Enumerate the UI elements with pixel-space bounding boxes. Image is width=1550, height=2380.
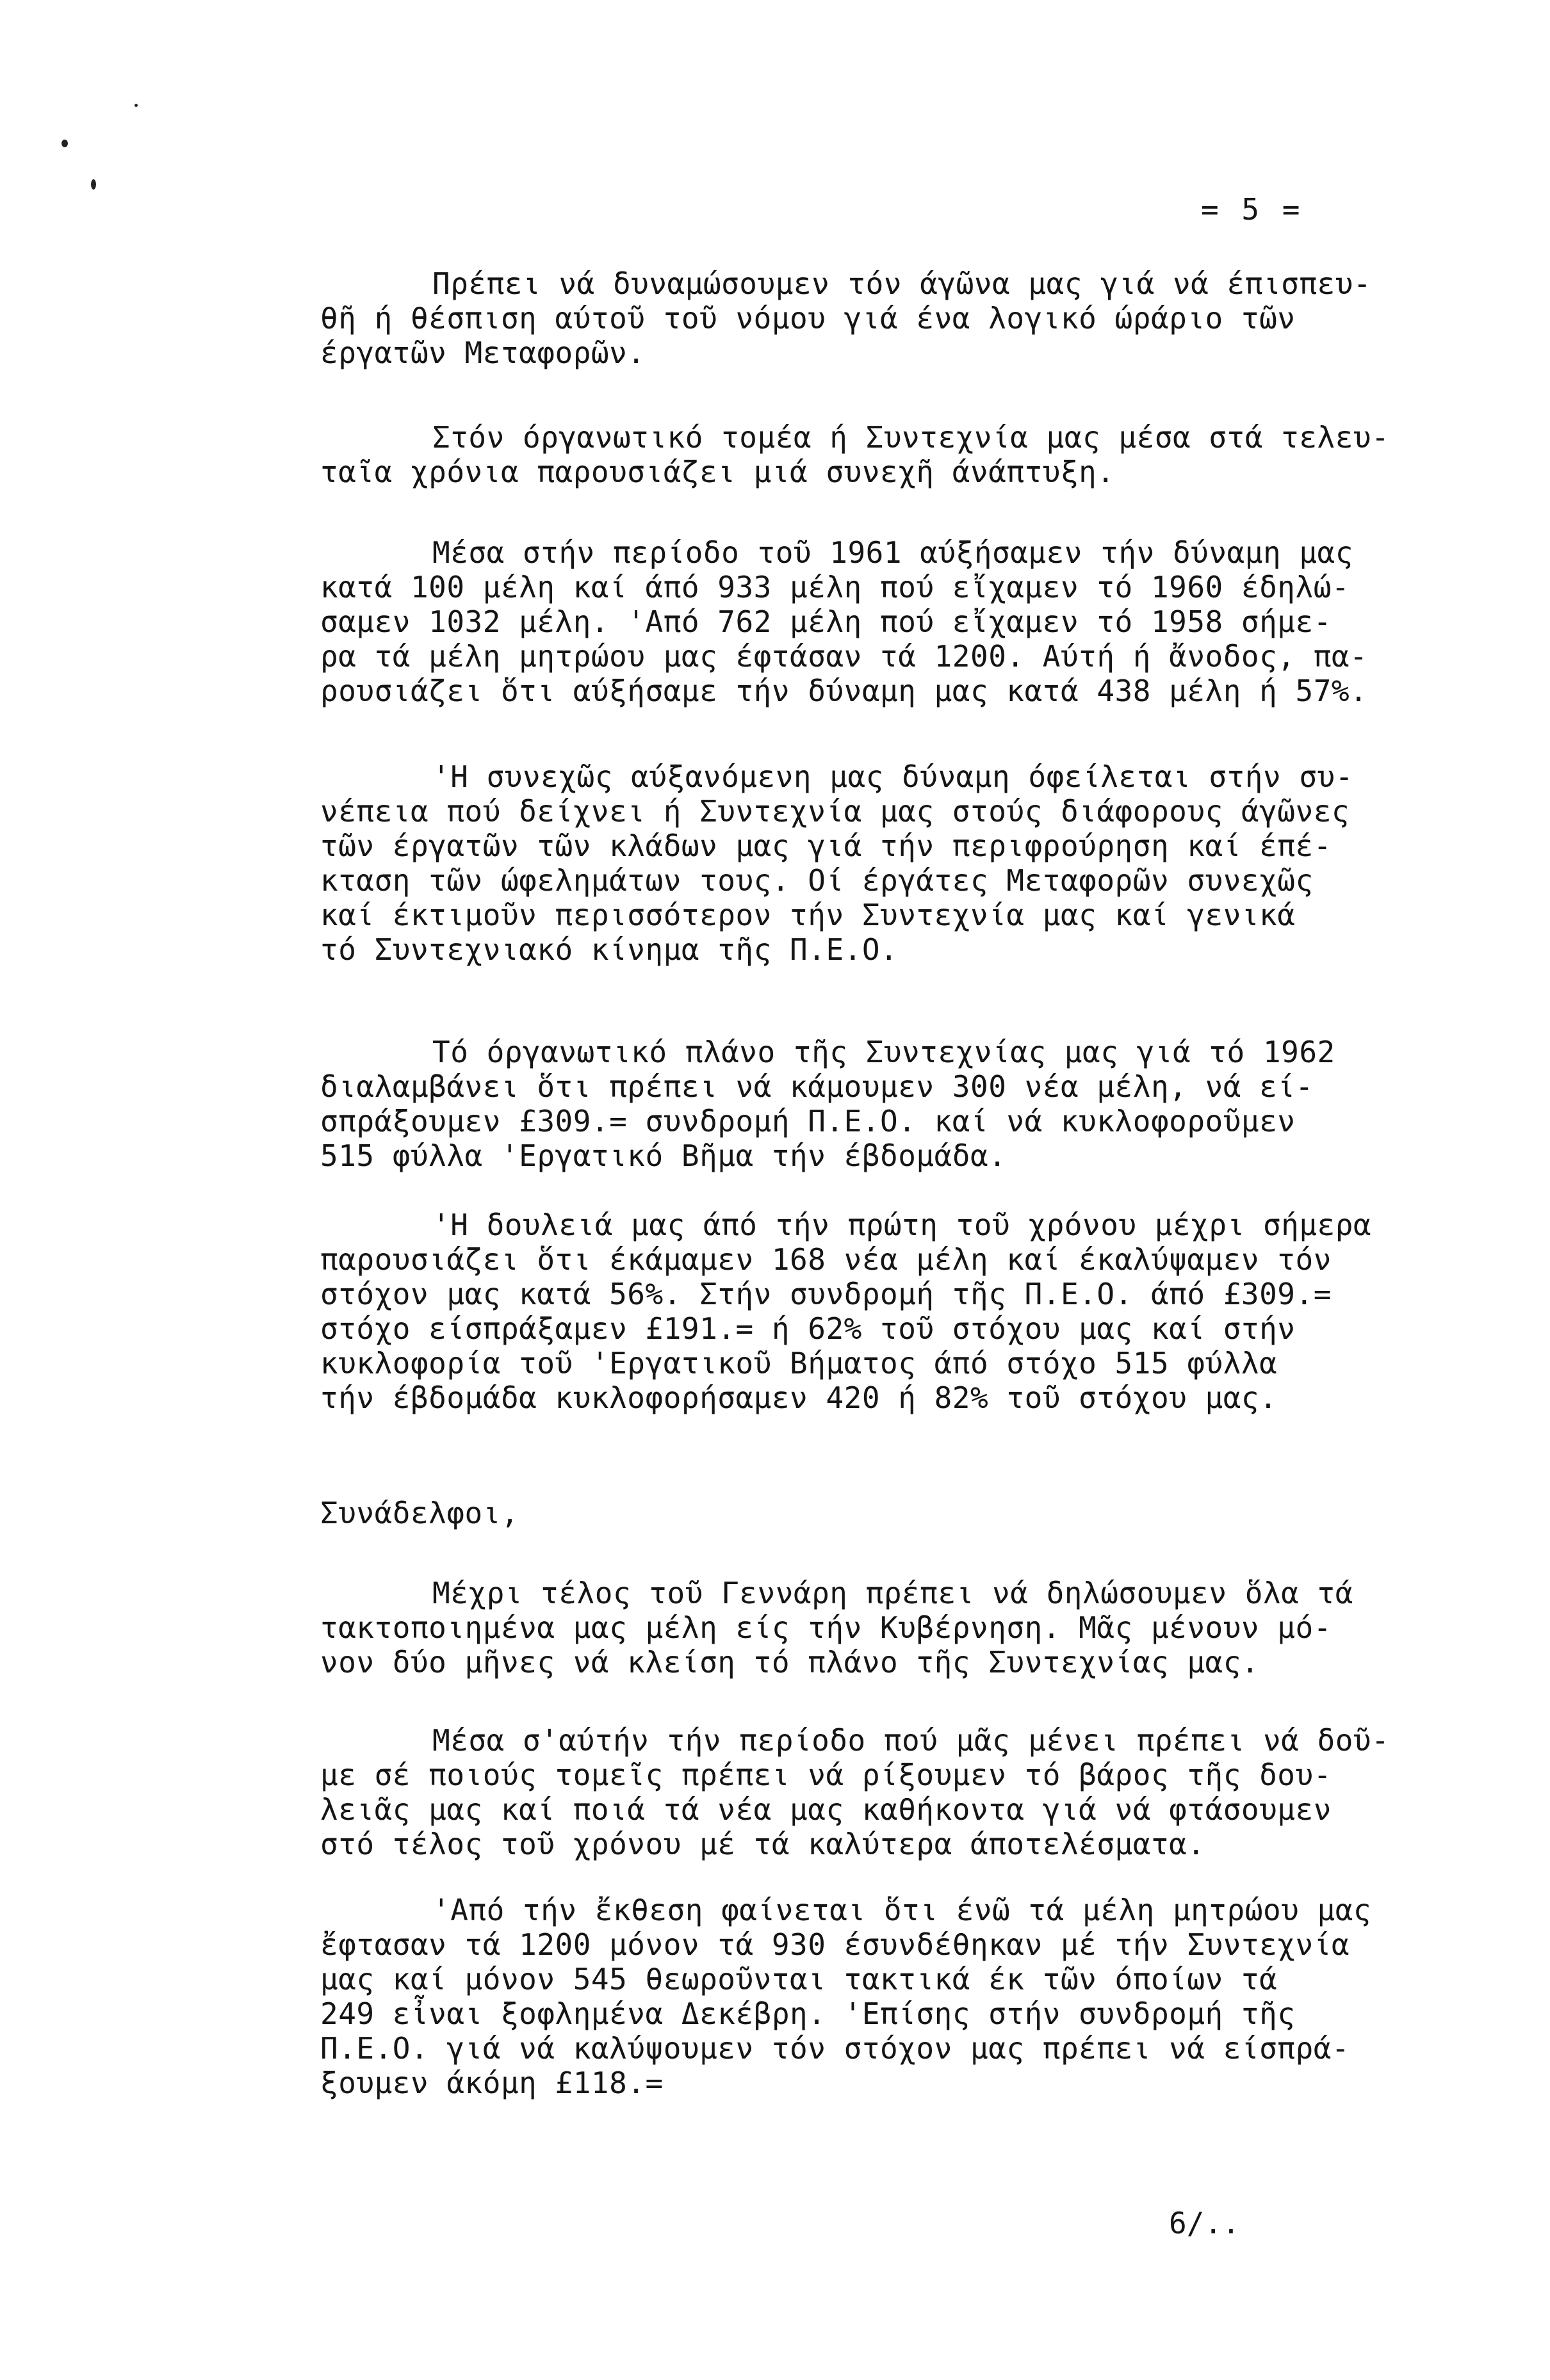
text-line: ξουμεν άκόμη £118.= xyxy=(320,2066,664,2100)
text-line: στό τέλος τοῦ χρόνου μέ τά καλύτερα άποτελέσματα. xyxy=(320,1827,1205,1861)
text-line: καί έκτιμοῦν περισσότερον τήν Συντεχνία μας καί γενικά xyxy=(320,898,1296,932)
text-line: θῆ ή θέσπιση αύτοῦ τοῦ νόμου γιά ένα λογικό ώράριο τῶν xyxy=(320,301,1296,336)
text-line: τῶν έργατῶν τῶν κλάδων μας γιά τήν περιφρούρηση καί έπέ- xyxy=(320,829,1332,863)
text-line: Πρέπει νά δυναμώσουμεν τόν άγῶνα μας γιά νά έπισπευ- xyxy=(432,266,1372,301)
text-line: λειᾶς μας καί ποιά τά νέα μας καθήκοντα γιά νά φτάσουμεν xyxy=(320,1792,1332,1827)
text-line: έργατῶν Μεταφορῶν. xyxy=(320,336,646,370)
text-line: 'Από τήν ἔκθεση φαίνεται ὅτι ένῶ τά μέλη μητρώου μας xyxy=(432,1893,1372,1927)
page-number: = 5 = xyxy=(1201,192,1303,227)
text-line: μας καί μόνον 545 θεωροῦνται τακτικά έκ τῶν όποίων τά xyxy=(320,1962,1278,1996)
text-line: σπράξουμεν £309.= συνδρομή Π.Ε.Ο. καί νά κυκλοφοροῦμεν xyxy=(320,1104,1296,1138)
text-line: ἔφτασαν τά 1200 μόνον τά 930 έσυνδέθηκαν μέ τήν Συντεχνία xyxy=(320,1927,1350,1962)
text-line: κταση τῶν ώφελημάτων τους. Οί έργάτες Μεταφορῶν συνεχῶς xyxy=(320,863,1314,898)
text-line: νον δύο μῆνες νά κλείση τό πλάνο τῆς Συντεχνίας μας. xyxy=(320,1645,1260,1680)
text-line: 249 εἶναι ξοφλημένα Δεκέβρη. 'Επίσης στήν συνδρομή τῆς xyxy=(320,1996,1296,2031)
text-line: κυκλοφορία τοῦ 'Εργατικοῦ Βήματος άπό στόχο 515 φύλλα xyxy=(320,1346,1278,1380)
text-line: ταῖα χρόνια παρουσιάζει μιά συνεχῆ άνάπτυξη. xyxy=(320,455,1115,489)
text-line: Μέσα στήν περίοδο τοῦ 1961 αύξήσαμεν τήν δύναμη μας xyxy=(432,535,1353,570)
text-line: διαλαμβάνει ὅτι πρέπει νά κάμουμεν 300 νέα μέλη, νά εί- xyxy=(320,1069,1314,1104)
text-line: Π.Ε.Ο. γιά νά καλύψουμεν τόν στόχον μας πρέπει νά είσπρά- xyxy=(320,2031,1350,2066)
ink-speck xyxy=(61,140,68,147)
text-line: 'Η δουλειά μας άπό τήν πρώτη τοῦ χρόνου μέχρι σήμερα xyxy=(432,1208,1372,1242)
text-line: τήν έβδομάδα κυκλοφορήσαμεν 420 ή 82% τοῦ στόχου μας. xyxy=(320,1380,1278,1415)
text-line: στόχο είσπράξαμεν £191.= ή 62% τοῦ στόχου μας καί στήν xyxy=(320,1311,1296,1346)
text-line: παρουσιάζει ὅτι έκάμαμεν 168 νέα μέλη καί έκαλύψαμεν τόν xyxy=(320,1242,1332,1277)
text-line: 'Η συνεχῶς αύξανόμενη μας δύναμη όφείλεται στήν συ- xyxy=(432,759,1353,794)
ink-speck xyxy=(135,104,138,107)
ink-speck xyxy=(91,179,96,190)
text-line: σαμεν 1032 μέλη. 'Από 762 μέλη πού εἴχαμεν τό 1958 σήμε- xyxy=(320,604,1332,639)
text-line: νέπεια πού δείχνει ή Συντεχνία μας στούς διάφορους άγῶνες xyxy=(320,794,1350,829)
text-line: ρα τά μέλη μητρώου μας έφτάσαν τά 1200. Αύτή ή ἄνοδος, πα- xyxy=(320,639,1368,674)
text-line: με σέ ποιούς τομεῖς πρέπει νά ρίξουμεν τό βάρος τῆς δου- xyxy=(320,1758,1332,1792)
text-line: στόχον μας κατά 56%. Στήν συνδρομή τῆς Π.Ε.Ο. άπό £309.= xyxy=(320,1277,1332,1311)
text-line: Συνάδελφοι, xyxy=(320,1496,519,1530)
text-line: τακτοποιημένα μας μέλη είς τήν Κυβέρνηση. Μᾶς μένουν μό- xyxy=(320,1610,1332,1645)
text-line: Μέσα σ'αύτήν τήν περίοδο πού μᾶς μένει πρέπει νά δοῦ- xyxy=(432,1723,1390,1758)
continuation-marker: 6/.. xyxy=(1169,2206,1240,2240)
text-line: Τό όργανωτικό πλάνο τῆς Συντεχνίας μας γιά τό 1962 xyxy=(432,1035,1335,1069)
text-line: κατά 100 μέλη καί άπό 933 μέλη πού εἴχαμεν τό 1960 έδηλώ- xyxy=(320,570,1350,604)
text-line: τό Συντεχνιακό κίνημα τῆς Π.Ε.Ο. xyxy=(320,932,899,967)
text-line: Στόν όργανωτικό τομέα ή Συντεχνία μας μέσα στά τελευ- xyxy=(432,420,1390,455)
text-line: ρουσιάζει ὅτι αύξήσαμε τήν δύναμη μας κατά 438 μέλη ή 57%. xyxy=(320,674,1368,708)
text-line: 515 φύλλα 'Εργατικό Βῆμα τήν έβδομάδα. xyxy=(320,1138,1007,1173)
text-line: Μέχρι τέλος τοῦ Γεννάρη πρέπει νά δηλώσουμεν ὅλα τά xyxy=(432,1576,1353,1610)
